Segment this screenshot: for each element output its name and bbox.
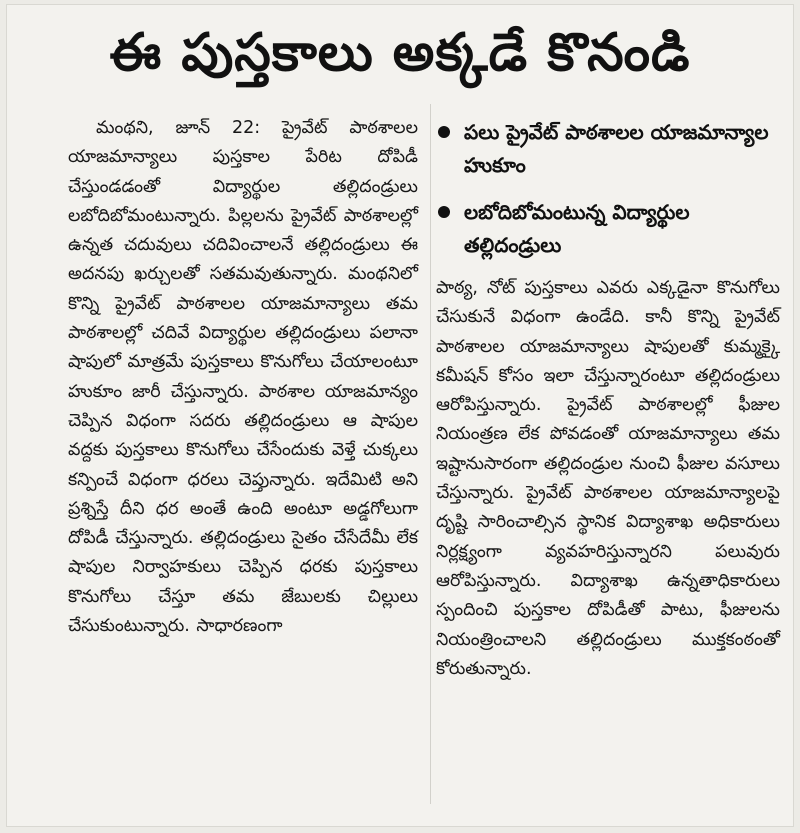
highlight-text: పలు ప్రైవేట్ పాఠశాలల యాజమాన్యాల హుకూం xyxy=(464,120,769,177)
article-body-left-column: మంథని, జూన్ 22: ప్రైవేట్ పాఠశాలల యాజమాన్యాలు పుస్తకాల పేరిట దోపిడీ చేస్తుండడంతో విద్యార్థుల తల్లిదండ్రులు లబోదిబోమంటున్నారు. పిల్లలను ప్రైవేట్ పాఠశాలల్లో ఉన్నత చదువులు చదివించాలనే తల్లిదండ్రులు ఈ అదనపు ఖర్చులతో సతమవుతున్నారు. మంథనిలో కొన్ని ప్రైవేట్ పాఠశాలల యాజమాన్యాలు తమ పాఠశాలల్లో చదివే విద్యార్థుల తల్లిదండ్రులు పలానా షాపులో మాత్రమే పుస్తకాలు కొనుగోలు చేయాలంటూ హుకూం జారీ చేస్తున్నారు. పాఠశాల యాజమాన్యం చెప్పిన విధంగా సదరు తల్లిదండ్రులు ఆ షాపుల వద్దకు పుస్తకాలు కొనుగోలు చేసేందుకు వెళ్తే చుక్కలు కన్పించే విధంగా ధరలు చెప్తున్నారు. ఇదేమిటి అని ప్రశ్నిస్తే దీని ధర అంతే ఉంది అంటూ అడ్డగోలుగా దోపిడీ చేస్తున్నారు. తల్లిదండ్రులు సైతం చేసేదేమీ లేక షాపుల నిర్వాహకులు చెప్పిన ధరకు పుస్తకాలు కొనుగోలు చేస్తూ తమ జేబులకు చిల్లులు చేసుకుంటున్నారు. సాధారణంగా xyxy=(68,118,418,637)
headline: ఈ పుస్తకాలు అక్కడే కొనండి xyxy=(109,23,691,83)
bullet-icon xyxy=(438,206,450,218)
column-divider xyxy=(430,104,431,804)
highlight-text: లబోదిబోమంటున్న విద్యార్థుల తల్లిదండ్రులు xyxy=(464,200,690,257)
highlight-item xyxy=(438,196,783,262)
highlights-list xyxy=(438,116,783,276)
bullet-icon xyxy=(438,126,450,138)
newspaper-clipping xyxy=(6,4,794,827)
highlight-item xyxy=(438,116,783,182)
article-body-right-column: పాఠ్య, నోట్ పుస్తకాలు ఎవరు ఎక్కడైనా కొనుగోలు చేసుకునే విధంగా ఉండేది. కానీ కొన్ని ప్రైవేట్ పాఠశాలల యాజమాన్యాలు షాపులతో కుమ్మక్కై కమీషన్ కోసం ఇలా చేస్తున్నారంటూ తల్లిదండ్రులు ఆరోపిస్తున్నారు. ప్రైవేట్ పాఠశాలల్లో ఫీజుల నియంత్రణ లేక పోవడంతో యాజమాన్యాలు తమ ఇష్టానుసారంగా తల్లిదండ్రుల నుంచి ఫీజుల వసూలు చేస్తున్నారు. ప్రైవేట్ పాఠశాలల యాజమాన్యాలపై దృష్టి సారించాల్సిన స్థానిక విద్యాశాఖ అధికారులు నిర్లక్ష్యంగా వ్యవహరిస్తున్నారని పలువురు ఆరోపిస్తున్నారు. విద్యాశాఖ ఉన్నతాధికారులు స్పందించి పుస్తకాల దోపిడీతో పాటు, ఫీజులను నియంత్రించాలని తల్లిదండ్రులు ముక్తకంఠంతో కోరుతున్నారు. xyxy=(436,278,780,679)
